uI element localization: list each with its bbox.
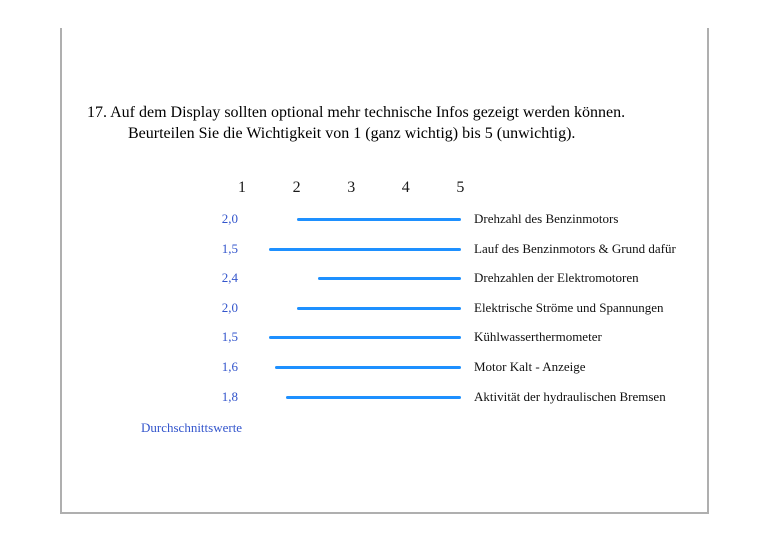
row-label: Drehzahl des Benzinmotors bbox=[474, 211, 619, 226]
value-bar bbox=[269, 248, 461, 251]
chart-row bbox=[0, 327, 768, 347]
chart-row bbox=[0, 209, 768, 229]
average-value: 1,6 bbox=[221, 359, 238, 374]
chart-row bbox=[0, 357, 768, 377]
average-value: 1,8 bbox=[221, 388, 238, 404]
scale-tick-1: 1 bbox=[238, 179, 246, 196]
value-bar bbox=[297, 307, 461, 310]
chart-row bbox=[0, 239, 768, 259]
value-bar bbox=[318, 277, 461, 280]
row-label: Lauf des Benzinmotors & Grund dafür bbox=[474, 240, 676, 256]
scale-tick-5: 5 bbox=[456, 179, 465, 196]
scale-tick-4: 4 bbox=[401, 179, 410, 196]
row-label: Drehzahlen der Elektromotoren bbox=[474, 270, 639, 286]
chart-row bbox=[0, 387, 768, 407]
average-value: 1,5 bbox=[221, 329, 238, 345]
value-bar bbox=[269, 336, 461, 339]
question-text-line-1: 17. Auf dem Display sollten optional mehr technische Infos gezeigt werden können. bbox=[87, 104, 626, 121]
row-label: Motor Kalt - Anzeige bbox=[474, 359, 586, 374]
scale-tick-3: 3 bbox=[347, 179, 356, 196]
row-label: Kühlwasserthermometer bbox=[474, 329, 602, 345]
value-bar bbox=[275, 366, 461, 369]
value-bar bbox=[297, 218, 461, 221]
value-bar bbox=[286, 396, 461, 399]
average-value: 2,0 bbox=[221, 299, 238, 315]
average-values-caption: Durchschnittswerte bbox=[141, 420, 243, 435]
row-label: Aktivität der hydraulischen Bremsen bbox=[474, 388, 666, 404]
scale-tick-2: 2 bbox=[292, 179, 301, 196]
chart-row bbox=[0, 268, 768, 288]
chart-row bbox=[0, 298, 768, 318]
average-value: 2,4 bbox=[221, 270, 238, 286]
average-value: 1,5 bbox=[221, 240, 238, 256]
question-text-line-2: Beurteilen Sie die Wichtigkeit von 1 (ganz wichtig) bis 5 (unwichtig). bbox=[128, 125, 576, 142]
row-label: Elektrische Ströme und Spannungen bbox=[474, 299, 664, 315]
average-value: 2,0 bbox=[221, 211, 238, 226]
